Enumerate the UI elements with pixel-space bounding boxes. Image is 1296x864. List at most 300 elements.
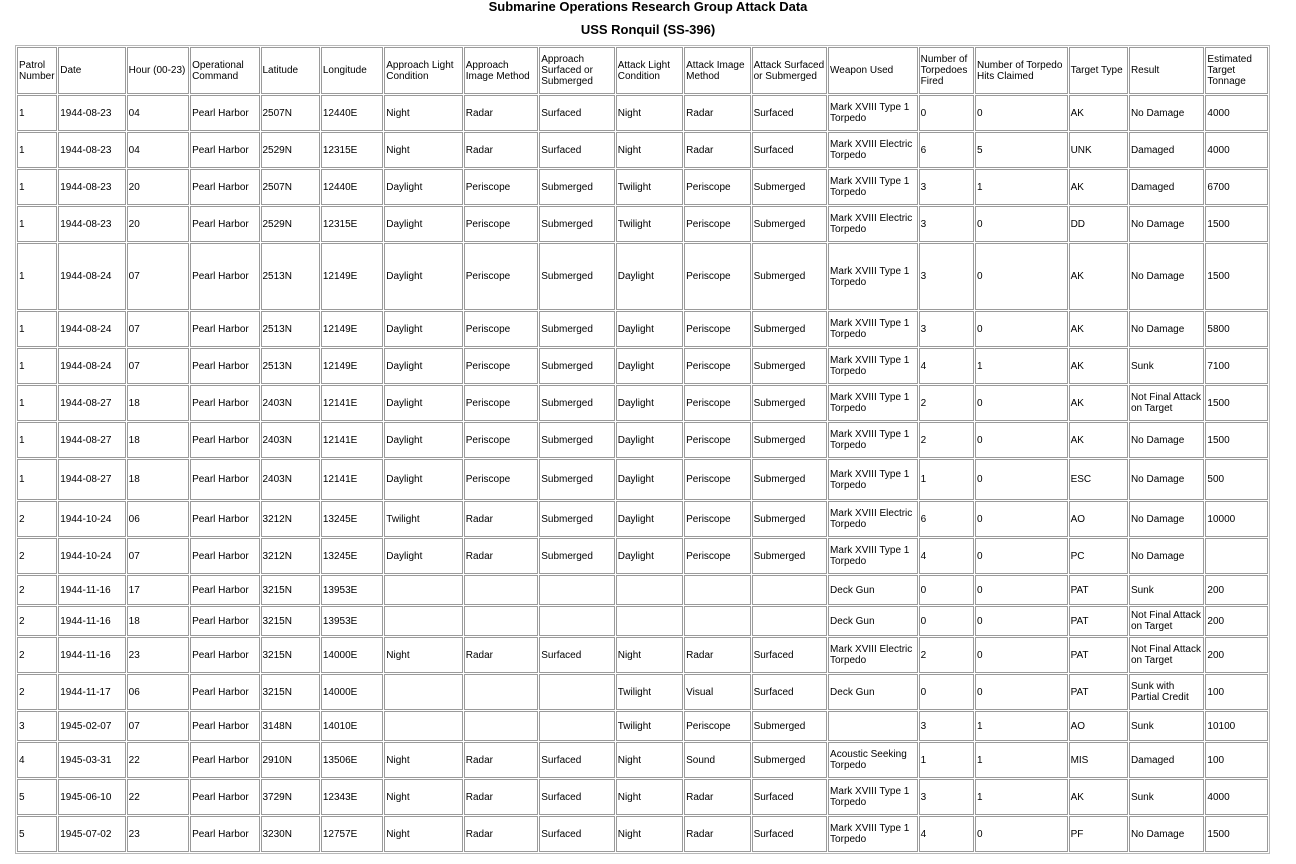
table-cell: Pearl Harbor <box>190 95 259 131</box>
table-cell: 4000 <box>1205 95 1268 131</box>
table-cell: 200 <box>1205 606 1268 636</box>
table-cell: Not Final Attack on Target <box>1129 385 1204 421</box>
table-cell: 4000 <box>1205 779 1268 815</box>
table-cell: 0 <box>919 575 974 605</box>
table-cell: Daylight <box>384 243 463 310</box>
table-cell: Periscope <box>464 385 538 421</box>
table-row <box>17 422 1268 458</box>
table-cell: 1500 <box>1205 422 1268 458</box>
table-cell <box>616 575 683 605</box>
table-cell: Pearl Harbor <box>190 711 259 741</box>
table-cell: Submerged <box>752 538 827 574</box>
table-cell: Radar <box>464 742 538 778</box>
table-cell: Submerged <box>539 538 614 574</box>
table-cell: 0 <box>919 95 974 131</box>
table-cell: 1944-08-27 <box>58 422 125 458</box>
table-cell: PAT <box>1069 575 1128 605</box>
table-cell: 0 <box>975 243 1068 310</box>
table-cell: Daylight <box>616 538 683 574</box>
table-cell: 17 <box>127 575 189 605</box>
table-cell: 1945-06-10 <box>58 779 125 815</box>
table-cell: 0 <box>975 606 1068 636</box>
table-cell: 20 <box>127 206 189 242</box>
table-cell: Submerged <box>752 422 827 458</box>
table-cell: 07 <box>127 243 189 310</box>
table-cell: Pearl Harbor <box>190 674 259 710</box>
table-cell: PC <box>1069 538 1128 574</box>
table-cell: Pearl Harbor <box>190 637 259 673</box>
table-cell: Submerged <box>752 711 827 741</box>
table-cell: Daylight <box>616 422 683 458</box>
table-cell: 1 <box>17 95 57 131</box>
table-cell: Periscope <box>464 459 538 500</box>
table-cell: Night <box>616 816 683 852</box>
table-cell: 1500 <box>1205 816 1268 852</box>
table-cell: Radar <box>684 95 750 131</box>
table-cell: 1944-10-24 <box>58 538 125 574</box>
table-cell: Twilight <box>384 501 463 537</box>
table-cell: 4 <box>17 742 57 778</box>
table-cell: 20 <box>127 169 189 205</box>
table-cell: 1 <box>17 132 57 168</box>
table-cell: Daylight <box>384 348 463 384</box>
table-cell: 12149E <box>321 243 383 310</box>
table-cell: 1944-08-24 <box>58 311 125 347</box>
table-cell: Surfaced <box>539 132 614 168</box>
table-cell: 6 <box>919 132 974 168</box>
table-cell: Periscope <box>464 243 538 310</box>
table-cell <box>464 575 538 605</box>
table-cell <box>464 711 538 741</box>
column-header: Longitude <box>321 47 383 94</box>
table-cell: 1 <box>919 459 974 500</box>
table-cell: Pearl Harbor <box>190 538 259 574</box>
table-cell: Surfaced <box>539 816 614 852</box>
column-header: Result <box>1129 47 1204 94</box>
table-cell: 1 <box>975 779 1068 815</box>
table-cell: 07 <box>127 711 189 741</box>
table-cell: Periscope <box>684 422 750 458</box>
column-header: Approach Surfaced or Submerged <box>539 47 614 94</box>
table-cell: 2 <box>17 637 57 673</box>
table-cell: Surfaced <box>539 95 614 131</box>
table-cell: 22 <box>127 742 189 778</box>
table-cell: Sunk <box>1129 779 1204 815</box>
table-cell: Deck Gun <box>828 606 918 636</box>
table-cell: AK <box>1069 243 1128 310</box>
table-cell: 500 <box>1205 459 1268 500</box>
table-cell: Submerged <box>539 385 614 421</box>
table-cell: Periscope <box>684 501 750 537</box>
table-cell: 12757E <box>321 816 383 852</box>
table-cell: 12141E <box>321 422 383 458</box>
table-cell: Submerged <box>539 348 614 384</box>
table-row <box>17 742 1268 778</box>
table-cell: Sound <box>684 742 750 778</box>
table-cell: Surfaced <box>539 742 614 778</box>
column-header: Latitude <box>261 47 320 94</box>
table-cell <box>752 606 827 636</box>
table-cell: 1500 <box>1205 206 1268 242</box>
table-cell <box>684 606 750 636</box>
table-cell: 2 <box>17 606 57 636</box>
table-cell: 07 <box>127 311 189 347</box>
table-cell: Radar <box>464 637 538 673</box>
table-cell: Night <box>384 637 463 673</box>
table-cell: Daylight <box>616 311 683 347</box>
table-cell: Mark XVIII Electric Torpedo <box>828 206 918 242</box>
table-cell: Surfaced <box>752 674 827 710</box>
table-cell: 3 <box>919 779 974 815</box>
table-cell: Mark XVIII Electric Torpedo <box>828 501 918 537</box>
table-cell: 14000E <box>321 674 383 710</box>
table-cell: Night <box>616 132 683 168</box>
table-cell: Acoustic Seeking Torpedo <box>828 742 918 778</box>
table-cell <box>464 606 538 636</box>
table-cell: Daylight <box>616 385 683 421</box>
table-cell: 5 <box>17 779 57 815</box>
table-cell: 12315E <box>321 132 383 168</box>
table-cell: PAT <box>1069 606 1128 636</box>
table-cell: 2 <box>919 422 974 458</box>
table-cell: 1944-11-17 <box>58 674 125 710</box>
table-cell: 6 <box>919 501 974 537</box>
table-cell <box>616 606 683 636</box>
table-cell: 2513N <box>261 311 320 347</box>
table-cell: 13245E <box>321 501 383 537</box>
table-cell: 1944-08-24 <box>58 348 125 384</box>
table-cell: 1944-11-16 <box>58 606 125 636</box>
table-cell: 1 <box>17 422 57 458</box>
table-cell: Radar <box>684 816 750 852</box>
column-header: Operational Command <box>190 47 259 94</box>
table-cell: 2403N <box>261 385 320 421</box>
table-cell: 2 <box>17 575 57 605</box>
table-cell: 1945-07-02 <box>58 816 125 852</box>
table-cell: 3215N <box>261 606 320 636</box>
table-row <box>17 459 1268 500</box>
table-cell: No Damage <box>1129 95 1204 131</box>
table-cell: Daylight <box>616 243 683 310</box>
table-cell: 2 <box>919 637 974 673</box>
table-cell: Night <box>616 742 683 778</box>
table-cell: 13953E <box>321 575 383 605</box>
table-row <box>17 95 1268 131</box>
table-cell: Mark XVIII Type 1 Torpedo <box>828 311 918 347</box>
column-header: Number of Torpedo Hits Claimed <box>975 47 1068 94</box>
table-cell: 1 <box>17 206 57 242</box>
table-cell: 13953E <box>321 606 383 636</box>
column-header: Approach Image Method <box>464 47 538 94</box>
table-cell: Radar <box>464 538 538 574</box>
table-row <box>17 243 1268 310</box>
table-cell: Mark XVIII Electric Torpedo <box>828 132 918 168</box>
table-cell: 2 <box>17 538 57 574</box>
table-cell: Daylight <box>616 348 683 384</box>
table-cell: Sunk <box>1129 711 1204 741</box>
table-cell: Surfaced <box>539 779 614 815</box>
table-cell: 2507N <box>261 169 320 205</box>
table-row <box>17 637 1268 673</box>
table-cell: 3215N <box>261 674 320 710</box>
table-cell: Not Final Attack on Target <box>1129 606 1204 636</box>
table-cell: 04 <box>127 95 189 131</box>
attack-data-table <box>15 45 1270 854</box>
table-cell: Daylight <box>384 311 463 347</box>
table-cell: Surfaced <box>752 95 827 131</box>
table-cell: 22 <box>127 779 189 815</box>
column-header: Patrol Number <box>17 47 57 94</box>
table-cell: 04 <box>127 132 189 168</box>
table-cell: Night <box>616 779 683 815</box>
table-cell: AK <box>1069 95 1128 131</box>
table-cell: 5 <box>975 132 1068 168</box>
table-cell: 1944-08-23 <box>58 206 125 242</box>
table-cell: 4000 <box>1205 132 1268 168</box>
table-cell: Surfaced <box>752 637 827 673</box>
table-cell: 1 <box>17 348 57 384</box>
table-cell: Daylight <box>616 501 683 537</box>
table-cell: Submerged <box>539 169 614 205</box>
table-cell: 14000E <box>321 637 383 673</box>
table-cell: Twilight <box>616 711 683 741</box>
table-cell: 12315E <box>321 206 383 242</box>
table-cell: Periscope <box>464 311 538 347</box>
table-cell: 0 <box>919 674 974 710</box>
table-cell: Pearl Harbor <box>190 575 259 605</box>
table-cell: No Damage <box>1129 422 1204 458</box>
table-cell: 0 <box>975 538 1068 574</box>
table-cell: 07 <box>127 538 189 574</box>
table-cell: 12440E <box>321 169 383 205</box>
table-cell: 2 <box>919 385 974 421</box>
table-cell: Radar <box>464 501 538 537</box>
table-cell: Daylight <box>384 206 463 242</box>
table-cell: Periscope <box>684 206 750 242</box>
table-cell: Pearl Harbor <box>190 501 259 537</box>
table-cell: 1944-08-23 <box>58 132 125 168</box>
table-cell: 12141E <box>321 459 383 500</box>
table-cell: Daylight <box>384 459 463 500</box>
page-title: Submarine Operations Research Group Attack Data <box>488 0 808 14</box>
table-cell <box>464 674 538 710</box>
table-cell: 3 <box>919 311 974 347</box>
table-cell: 1945-03-31 <box>58 742 125 778</box>
table-cell: 0 <box>975 575 1068 605</box>
table-cell: 1500 <box>1205 243 1268 310</box>
table-cell: Mark XVIII Type 1 Torpedo <box>828 348 918 384</box>
table-cell: Submerged <box>539 459 614 500</box>
table-cell: Night <box>384 779 463 815</box>
table-cell: 3212N <box>261 501 320 537</box>
table-cell: 3 <box>17 711 57 741</box>
table-cell: 12141E <box>321 385 383 421</box>
table-row <box>17 575 1268 605</box>
table-cell: No Damage <box>1129 501 1204 537</box>
table-cell: 2513N <box>261 243 320 310</box>
table-cell: AK <box>1069 422 1128 458</box>
table-cell: 10000 <box>1205 501 1268 537</box>
table-row <box>17 385 1268 421</box>
table-cell: 2529N <box>261 132 320 168</box>
table-cell: Submerged <box>752 311 827 347</box>
table-cell: 1 <box>17 459 57 500</box>
table-cell: 1 <box>975 711 1068 741</box>
column-header: Estimated Target Tonnage <box>1205 47 1268 94</box>
table-row <box>17 674 1268 710</box>
table-cell: 200 <box>1205 575 1268 605</box>
table-cell: 0 <box>975 459 1068 500</box>
table-cell: Mark XVIII Type 1 Torpedo <box>828 538 918 574</box>
table-cell: 2 <box>17 501 57 537</box>
table-cell: 13245E <box>321 538 383 574</box>
table-cell: 2 <box>17 674 57 710</box>
table-row <box>17 606 1268 636</box>
table-cell: Damaged <box>1129 742 1204 778</box>
table-cell: Surfaced <box>752 816 827 852</box>
table-cell: Periscope <box>464 206 538 242</box>
table-cell: AO <box>1069 711 1128 741</box>
table-cell: 0 <box>975 422 1068 458</box>
table-cell: Night <box>616 95 683 131</box>
table-cell: 12149E <box>321 311 383 347</box>
table-cell: ESC <box>1069 459 1128 500</box>
table-cell: Mark XVIII Type 1 Torpedo <box>828 459 918 500</box>
table-cell: 0 <box>975 501 1068 537</box>
table-cell: 3215N <box>261 575 320 605</box>
table-cell: Twilight <box>616 206 683 242</box>
table-cell: Mark XVIII Type 1 Torpedo <box>828 169 918 205</box>
table-cell: 18 <box>127 422 189 458</box>
table-cell: Sunk <box>1129 575 1204 605</box>
table-cell: 14010E <box>321 711 383 741</box>
table-cell: Pearl Harbor <box>190 132 259 168</box>
table-cell: 1944-08-24 <box>58 243 125 310</box>
table-cell: 0 <box>975 674 1068 710</box>
table-cell: Daylight <box>384 169 463 205</box>
table-cell: No Damage <box>1129 816 1204 852</box>
table-cell: Radar <box>464 95 538 131</box>
table-cell: Pearl Harbor <box>190 779 259 815</box>
table-cell: Submerged <box>752 385 827 421</box>
table-cell: 2910N <box>261 742 320 778</box>
page-subtitle: USS Ronquil (SS-396) <box>580 22 716 37</box>
table-cell <box>384 711 463 741</box>
table-cell: 1944-10-24 <box>58 501 125 537</box>
table-cell: 4 <box>919 538 974 574</box>
table-cell: 0 <box>975 206 1068 242</box>
table-cell: Submerged <box>539 311 614 347</box>
table-cell: 23 <box>127 816 189 852</box>
table-cell: Pearl Harbor <box>190 742 259 778</box>
table-cell: 1944-11-16 <box>58 637 125 673</box>
table-cell: Pearl Harbor <box>190 243 259 310</box>
table-cell: PAT <box>1069 674 1128 710</box>
table-cell: DD <box>1069 206 1128 242</box>
table-cell: Mark XVIII Electric Torpedo <box>828 637 918 673</box>
table-cell: 18 <box>127 459 189 500</box>
table-cell: 1944-11-16 <box>58 575 125 605</box>
column-header: Target Type <box>1069 47 1128 94</box>
table-cell: Radar <box>684 637 750 673</box>
table-cell: 2403N <box>261 459 320 500</box>
table-cell: 12343E <box>321 779 383 815</box>
table-cell: 3212N <box>261 538 320 574</box>
table-cell: 1944-08-27 <box>58 385 125 421</box>
table-cell <box>539 674 614 710</box>
column-header: Number of Torpedoes Fired <box>919 47 974 94</box>
table-cell: 1 <box>17 243 57 310</box>
table-cell: 100 <box>1205 674 1268 710</box>
table-cell: 3 <box>919 711 974 741</box>
table-cell: Periscope <box>464 169 538 205</box>
table-cell: Mark XVIII Type 1 Torpedo <box>828 422 918 458</box>
table-cell: Periscope <box>684 348 750 384</box>
table-cell: AK <box>1069 385 1128 421</box>
table-cell: 1 <box>975 742 1068 778</box>
table-cell: Submerged <box>752 348 827 384</box>
table-cell: 0 <box>975 637 1068 673</box>
table-cell: Night <box>384 742 463 778</box>
table-cell: Periscope <box>684 711 750 741</box>
table-row <box>17 501 1268 537</box>
column-header: Attack Surfaced or Submerged <box>752 47 827 94</box>
table-cell: AK <box>1069 311 1128 347</box>
table-row <box>17 206 1268 242</box>
table-cell: Submerged <box>752 501 827 537</box>
table-cell: Mark XVIII Type 1 Torpedo <box>828 95 918 131</box>
table-cell: 7100 <box>1205 348 1268 384</box>
table-cell: 0 <box>919 606 974 636</box>
table-cell: Twilight <box>616 674 683 710</box>
table-cell <box>828 711 918 741</box>
table-cell: Periscope <box>684 243 750 310</box>
table-cell: Deck Gun <box>828 575 918 605</box>
table-cell: Pearl Harbor <box>190 606 259 636</box>
table-cell: No Damage <box>1129 459 1204 500</box>
table-cell: Not Final Attack on Target <box>1129 637 1204 673</box>
table-cell: Sunk with Partial Credit <box>1129 674 1204 710</box>
table-row <box>17 311 1268 347</box>
table-cell: Submerged <box>539 422 614 458</box>
table-cell: Night <box>384 95 463 131</box>
column-header: Weapon Used <box>828 47 918 94</box>
table-cell <box>384 674 463 710</box>
table-cell: No Damage <box>1129 243 1204 310</box>
table-cell: 18 <box>127 606 189 636</box>
table-cell: Submerged <box>752 169 827 205</box>
table-cell: Submerged <box>752 459 827 500</box>
table-cell: 1500 <box>1205 385 1268 421</box>
table-cell: 1 <box>975 169 1068 205</box>
column-header: Date <box>58 47 125 94</box>
table-cell: 2513N <box>261 348 320 384</box>
table-cell: 1944-08-23 <box>58 95 125 131</box>
table-cell: Pearl Harbor <box>190 169 259 205</box>
table-cell: 3 <box>919 243 974 310</box>
table-cell: 12440E <box>321 95 383 131</box>
table-cell: AK <box>1069 779 1128 815</box>
table-row <box>17 132 1268 168</box>
table-cell: 18 <box>127 385 189 421</box>
table-cell <box>1205 538 1268 574</box>
table-cell: Periscope <box>684 311 750 347</box>
table-cell: Sunk <box>1129 348 1204 384</box>
table-cell: 0 <box>975 816 1068 852</box>
table-cell: Pearl Harbor <box>190 459 259 500</box>
table-cell: 0 <box>975 385 1068 421</box>
table-cell: Twilight <box>616 169 683 205</box>
